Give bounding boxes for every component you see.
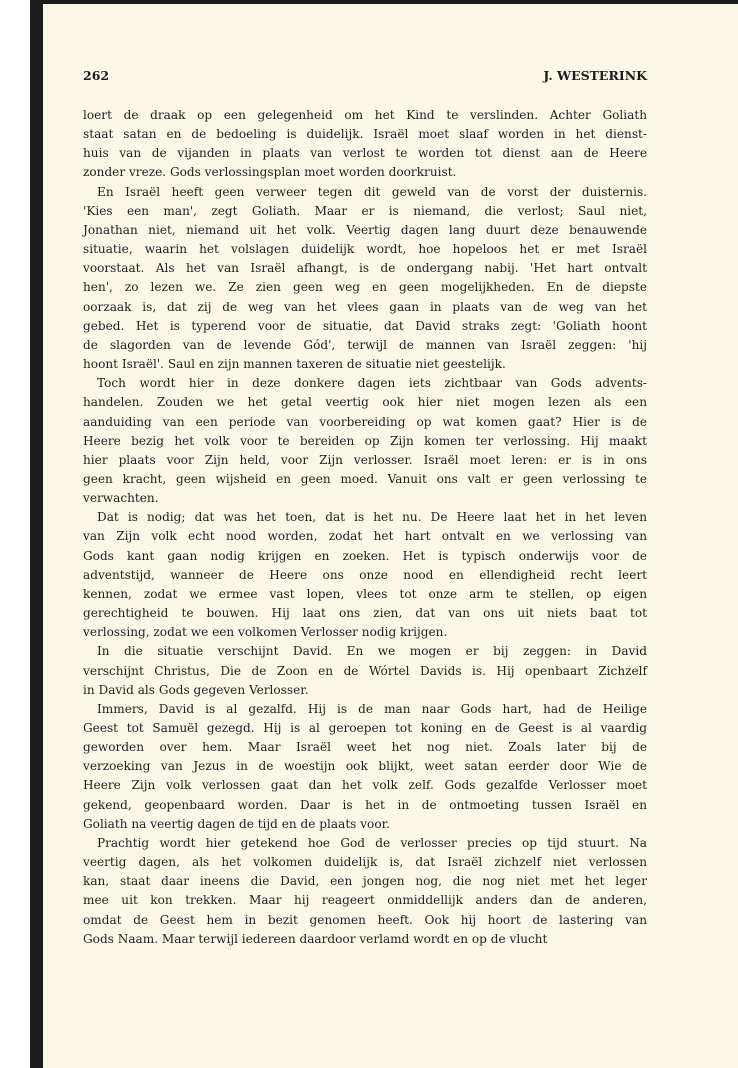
text-line: Heere bezig het volk voor te bereiden op Zijn komen ter verlossing. Hij maakt — [83, 433, 647, 448]
text-line: van Zijn volk echt nood worden, zodat het hart ontvalt en we verlossing van — [83, 529, 647, 544]
text-line: hen', zo lezen we. Ze zien geen weg en geen mogelijkheden. En de diepste — [83, 280, 647, 295]
text-line: Jonathan niet, niemand uit het volk. Veertig dagen lang duurt deze benauwende — [83, 222, 647, 237]
paragraph — [83, 183, 647, 375]
text-line: Prachtig wordt hier getekend hoe God de verlosser precies op tijd stuurt. Na — [97, 835, 647, 850]
running-head: J. WESTERINK — [543, 68, 647, 83]
text-line: verlossing, zodat we een volkomen Verlosser nodig krijgen. — [83, 625, 448, 640]
text-line: de slagorden van de levende Gód', terwijl de mannen van Israël zeggen: 'hij — [83, 337, 647, 352]
body-text — [83, 106, 647, 949]
text-line: En Israël heeft geen verweer tegen dit geweld van de vorst der duisternis. — [97, 184, 647, 199]
text-line: Geest tot Samuël gezegd. Hij is al geroepen tot koning en de Geest is al vaardig — [83, 721, 647, 735]
paragraph — [83, 642, 647, 699]
text-line: oorzaak is, dat zij de weg van het vlees gaan in plaats van de weg van het — [83, 299, 647, 314]
page-number: 262 — [83, 68, 110, 83]
text-line: handelen. Zouden we het getal veertig ook hier niet mogen lezen als een — [83, 395, 647, 410]
text-line: Immers, David is al gezalfd. Hij is de man naar Gods hart, had de Heilige — [97, 701, 647, 716]
text-line: Gods kant gaan nodig krijgen en zoeken. Het is typisch onderwijs voor de — [83, 548, 647, 563]
text-line: verzoeking van Jezus in de woestijn ook blijkt, weet satan eerder door Wie de — [83, 759, 647, 774]
text-line: huis van de vijanden in plaats van verlost te worden tot dienst aan de Heere — [83, 146, 647, 161]
text-line: omdat de Geest hem in bezit genomen heeft. Ook hij hoort de lastering van — [83, 912, 647, 927]
paragraph — [83, 508, 647, 642]
text-line: Goliath na veertig dagen de tijd en de plaats voor. — [83, 816, 390, 831]
paragraph — [83, 700, 647, 834]
text-line: mee uit kon trekken. Maar hij reageert onmiddellijk anders dan de anderen, — [83, 893, 647, 908]
text-line: verwachten. — [83, 491, 159, 506]
paragraph — [83, 374, 647, 508]
text-line: in David als Gods gegeven Verlosser. — [83, 682, 309, 697]
text-line: Dat is nodig; dat was het toen, dat is het nu. De Heere laat het in het leven — [97, 510, 647, 525]
text-line: In die situatie verschijnt David. En we mogen er bij zeggen: in David — [97, 644, 647, 659]
text-line: gebed. Het is typerend voor de situatie, dat David straks zegt: 'Goliath hoont — [83, 318, 647, 333]
text-line: veertig dagen, als het volkomen duidelijk is, dat Israël zichzelf niet verlossen — [83, 855, 647, 870]
text-line: Toch wordt hier in deze donkere dagen iets zichtbaar van Gods advents- — [97, 376, 647, 391]
text-line: Heere Zijn volk verlossen gaat dan het volk zelf. Gods gezalfde Verlosser moet — [83, 778, 647, 793]
text-line: geen kracht, geen wijsheid en geen moed. Vanuit ons valt er geen verlossing te — [83, 471, 647, 486]
text-line: staat satan en de bedoeling is duidelijk. Israël moet slaaf worden in het dienst- — [83, 127, 647, 142]
text-line: verschijnt Christus, Die de Zoon en de Wórtel Davids is. Hij openbaart Zichzelf — [83, 663, 647, 678]
text-line: adventstijd, wanneer de Heere ons onze nood en ellendigheid recht leert — [83, 567, 647, 582]
text-line: kennen, zodat we ermee vast lopen, vlees tot onze arm te stellen, op eigen — [83, 586, 647, 601]
paragraph — [83, 834, 647, 949]
text-line: Gods Naam. Maar terwijl iedereen daardoor verlamd wordt en op de vlucht — [83, 931, 548, 946]
text-line: 'Kies een man', zegt Goliath. Maar er is niemand, die verlost; Saul niet, — [83, 203, 647, 218]
text-line: kan, staat daar ineens die David, een jongen nog, die nog niet met het leger — [83, 874, 647, 889]
paragraph — [83, 106, 647, 183]
text-line: zonder vreze. Gods verlossingsplan moet worden doorkruist. — [83, 165, 457, 180]
text-line: situatie, waarin het volslagen duidelijk wordt, hoe hopeloos het er met Israël — [83, 242, 647, 257]
text-line: aanduiding van een periode van voorbereiding op wat komen gaat? Hier is de — [83, 414, 647, 429]
page-header — [83, 68, 647, 83]
text-line: hier plaats voor Zijn held, voor Zijn verlosser. Israël moet leren: er is in ons — [83, 452, 647, 467]
text-line: gerechtigheid te bouwen. Hij laat ons zien, dat van ons uit niets baat tot — [83, 606, 647, 621]
scan-left-edge — [30, 0, 43, 1068]
text-line: loert de draak op een gelegenheid om het Kind te verslinden. Achter Goliath — [83, 108, 647, 122]
text-line: geworden over hem. Maar Israël weet het nog niet. Zoals later bij de — [83, 740, 647, 755]
text-line: hoont Israël'. Saul en zijn mannen taxeren de situatie niet geestelijk. — [83, 357, 506, 372]
text-line: voorstaat. Als het van Israël afhangt, is de ondergang nabij. 'Het hart ontvalt — [83, 261, 647, 276]
text-line: gekend, geopenbaard worden. Daar is het in de ontmoeting tussen Israël en — [83, 797, 647, 812]
